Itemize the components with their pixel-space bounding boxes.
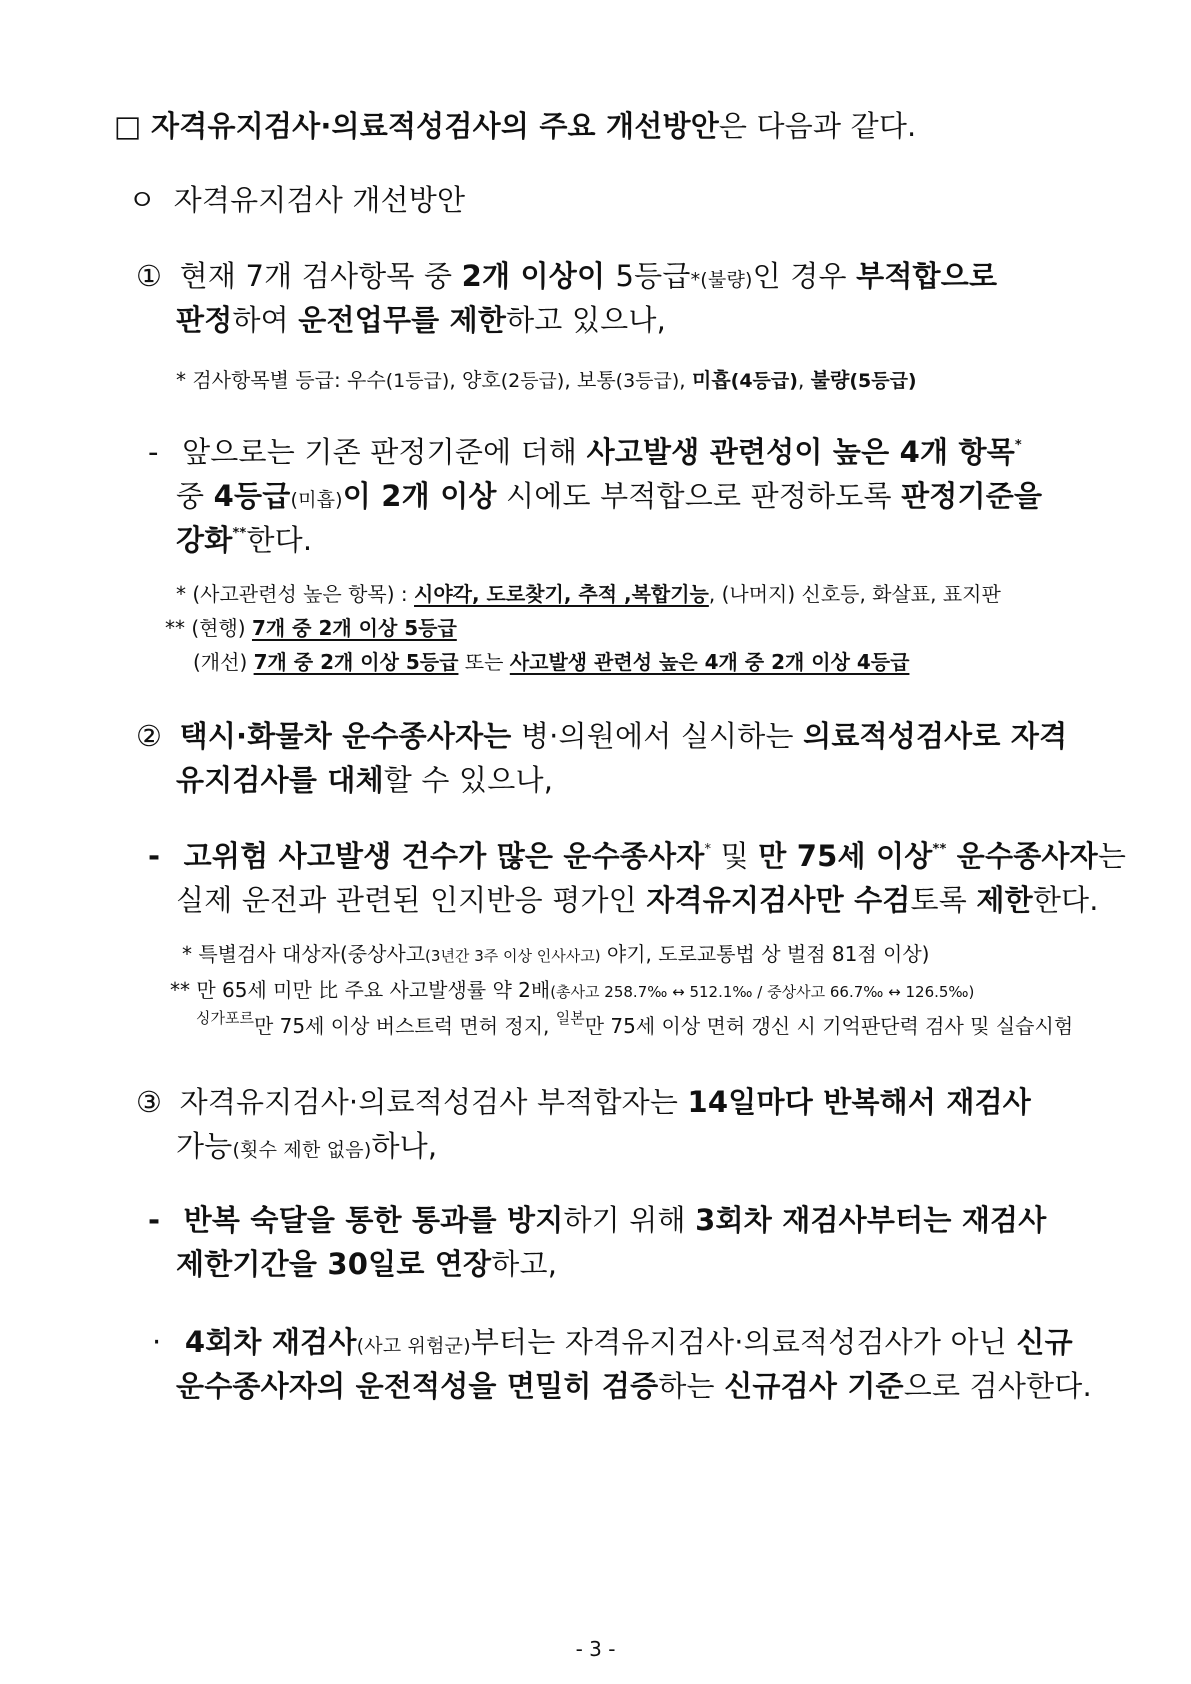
dash1-line2: 중 4등급(미흡)이 2개 이상 시에도 부적합으로 판정하도록 판정기준을 [176,479,1043,513]
checkbox-square-icon: □ [114,109,142,143]
dash2-line2: 실제 운전과 관련된 인지반응 평가인 자격유지검사만 수검토록 제한한다. [176,883,1099,917]
dash1-line1: - 앞으로는 기존 판정기준에 더해 사고발생 관련성이 높은 4개 항목* [148,435,1022,469]
page-number: - 3 - [575,1637,616,1661]
note3-line2: ** 만 65세 미만 比 주요 사고발생률 약 2배(총사고 258.7‰ ↔ 512.1‰ / 중상사고 66.7‰ ↔ 126.5‰) [170,978,975,1002]
dash2-line1: - 고위험 사고발생 건수가 많은 운수종사자* 및 만 75세 이상** 운수종사자는 [148,839,1127,873]
section-heading: ㅇ 자격유지검사 개선방안 [128,183,466,217]
dash3-line2: 제한기간을 30일로 연장하고, [176,1247,558,1281]
note3-line3: $^{싱가포르}$만 75세 이상 버스트럭 면허 정지, $^{일본}$만 75세 이상 면허 갱신 시 기억판단력 검사 및 실습시험 [196,1009,1074,1038]
item3-line2: 가능(횟수 제한 없음)하나, [176,1129,438,1163]
item2-line2: 유지검사를 대체할 수 있으나, [176,763,554,797]
dot1-line2: 운수종사자의 운전적성을 면밀히 검증하는 신규검사 기준으로 검사한다. [176,1369,1092,1403]
dash1-line3: 강화**한다. [176,523,313,557]
note2-line2: ** (현행) 7개 중 2개 이상 5등급 [165,616,457,640]
intro-line: □ 자격유지검사·의료적성검사의 주요 개선방안은 다음과 같다. [114,109,917,143]
dash3-line1: - 반복 숙달을 통한 통과를 방지하기 위해 3회차 재검사부터는 재검사 [148,1203,1047,1237]
note2-line1: * (사고관련성 높은 항목) : 시야각, 도로찾기, 추적 ,복합기능, (나머지) 신호등, 화살표, 표지판 [176,582,1001,606]
circle-bullet-icon: ㅇ [128,183,157,217]
note3-line1: * 특별검사 대상자(중상사고(3년간 3주 이상 인사사고) 야기, 도로교통법 상 벌점 81점 이상) [182,942,930,966]
note1: * 검사항목별 등급: 우수(1등급), 양호(2등급), 보통(3등급), 미흡(4등급), 불량(5등급) [176,368,917,392]
item1-line1: ① 현재 7개 검사항목 중 2개 이상이 5등급*(불량)인 경우 부적합으로 [136,259,998,293]
item2-line1: ② 택시·화물차 운수종사자는 병·의원에서 실시하는 의료적성검사로 자격 [136,719,1068,753]
note2-line3: (개선) 7개 중 2개 이상 5등급 또는 사고발생 관련성 높은 4개 중 2개 이상 4등급 [193,650,910,674]
item1-line2: 판정하여 운전업무를 제한하고 있으나, [176,303,667,337]
item3-line1: ③ 자격유지검사·의료적성검사 부적합자는 14일마다 반복해서 재검사 [136,1085,1032,1119]
dot1-line1: · 4회차 재검사(사고 위험군)부터는 자격유지검사·의료적성검사가 아닌 신규 [152,1325,1073,1359]
